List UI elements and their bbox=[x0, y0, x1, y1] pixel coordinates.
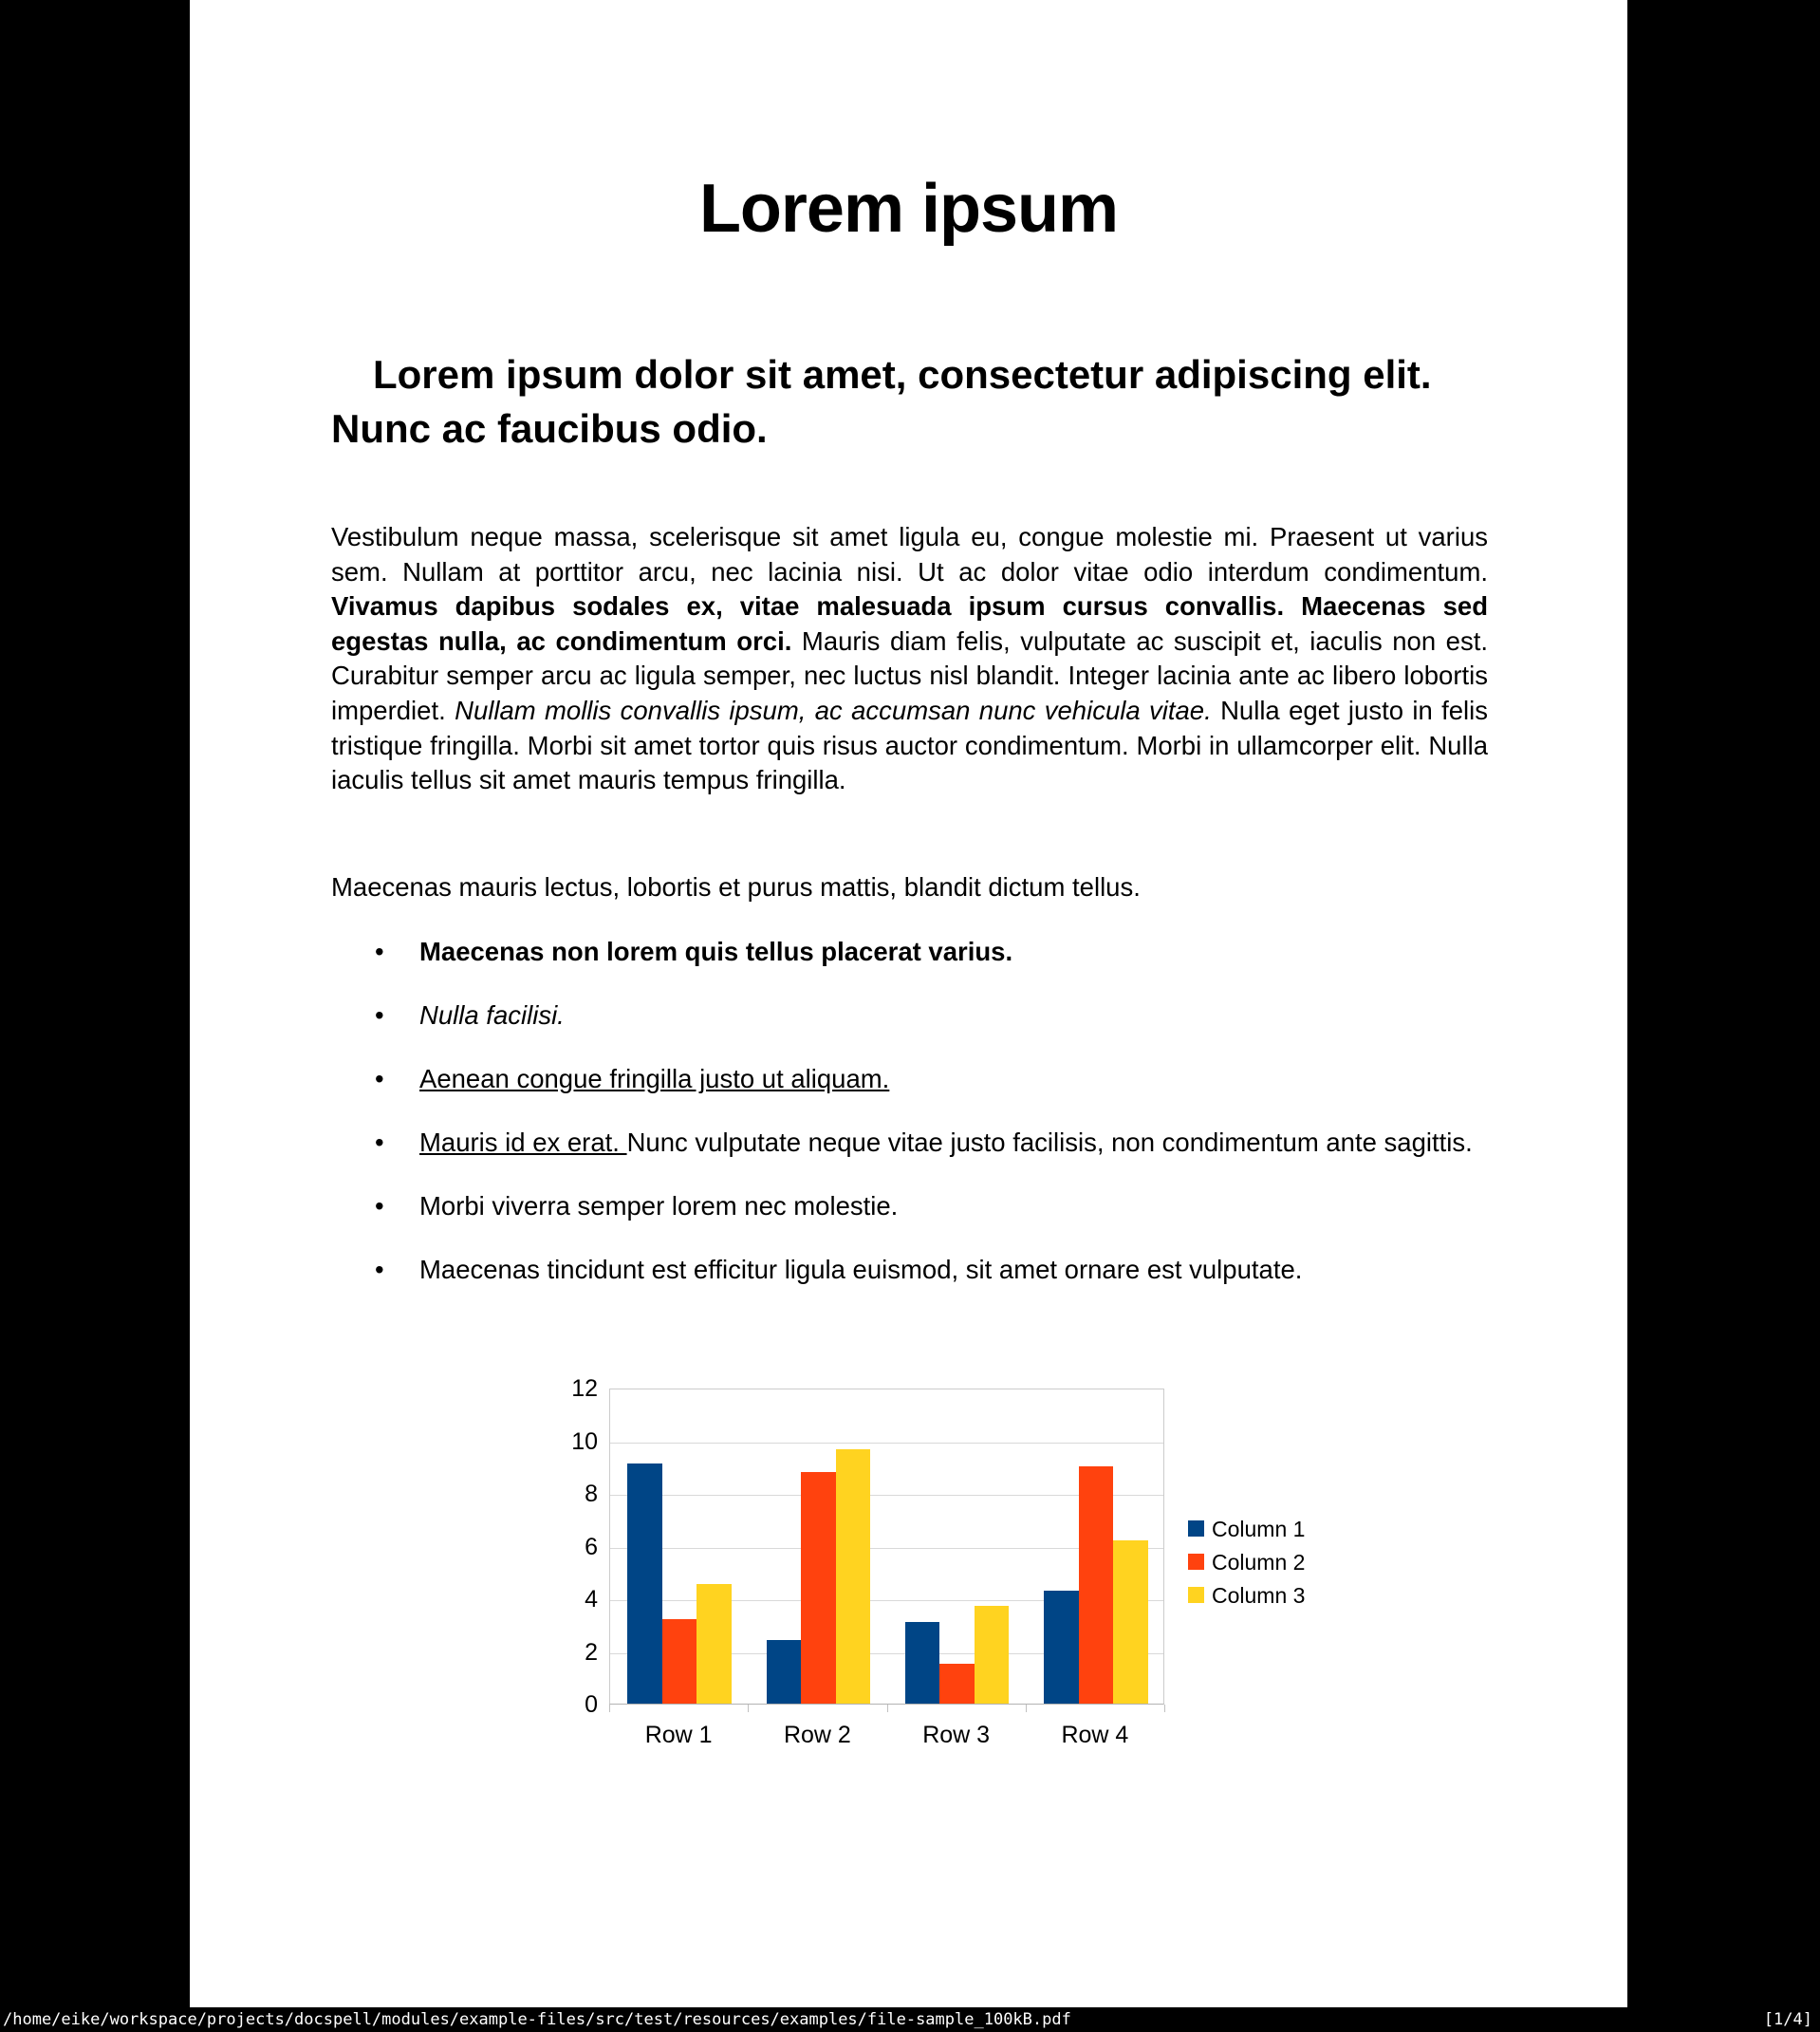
text-segment-normal: Nulla eget justo in felis tristique fringilla. Morbi sit amet tortor quis risus auctor condimentum. Morbi in ullamcorper elit. Nulla iaculis tellus sit amet mauris tempus fringilla. bbox=[331, 695, 1488, 795]
y-axis-tick-label: 6 bbox=[585, 1533, 598, 1560]
x-axis-tick bbox=[887, 1705, 888, 1712]
gridline bbox=[610, 1548, 1163, 1549]
bullet-item bbox=[331, 996, 1488, 1035]
x-axis-category-label: Row 4 bbox=[1061, 1722, 1129, 1748]
x-axis-tick bbox=[609, 1705, 610, 1712]
chart-bar-column3-row2 bbox=[836, 1449, 871, 1704]
bullet-marker-icon: • bbox=[375, 937, 384, 966]
chart-bar-column3-row1 bbox=[696, 1584, 732, 1704]
text-segment-normal: Mauris diam felis, vulputate ac suscipit et, iaculis non est. Curabitur semper arcu ac ligula semper, nec luctus nisl blandit. Integer lacinia ante ac libero lobortis imperdiet. bbox=[331, 625, 1489, 725]
bullet-marker-icon: • bbox=[375, 1000, 384, 1030]
statusbar-file-path: /home/eike/workspace/projects/docspell/modules/example-files/src/test/resources/examples/file-sample_100kB.pdf bbox=[3, 2010, 1071, 2029]
gridline bbox=[610, 1443, 1163, 1444]
x-axis-tick bbox=[1164, 1705, 1165, 1712]
document-subtitle: Lorem ipsum dolor sit amet, consectetur adipiscing elit. Nunc ac faucibus odio. bbox=[331, 352, 1432, 451]
bullet-marker-icon: • bbox=[375, 1255, 384, 1284]
text-segment-bold: Vivamus dapibus sodales ex, vitae malesuada ipsum cursus convallis. Maecenas sed egestas nulla, ac condimentum orci. bbox=[331, 591, 1488, 656]
x-axis-category-label: Row 2 bbox=[783, 1722, 851, 1748]
chart-bar-column3-row4 bbox=[1113, 1540, 1148, 1704]
gridline bbox=[610, 1600, 1163, 1601]
bullet-item bbox=[331, 932, 1488, 971]
y-axis-tick-label: 0 bbox=[585, 1691, 598, 1718]
chart-bar-column2-row1 bbox=[662, 1619, 697, 1704]
text-segment-underline: Mauris id ex erat. bbox=[419, 1128, 627, 1157]
chart-bar-column1-row1 bbox=[627, 1463, 662, 1704]
bullet-item bbox=[331, 1123, 1488, 1162]
chart-bar-column1-row4 bbox=[1044, 1591, 1079, 1704]
text-segment-normal: Maecenas tincidunt est efficitur ligula euismod, sit amet ornare est vulputate. bbox=[419, 1255, 1303, 1284]
bullet-marker-icon: • bbox=[375, 1191, 384, 1221]
bullet-item bbox=[331, 1186, 1488, 1225]
document-title: Lorem ipsum bbox=[698, 171, 1119, 247]
gridline bbox=[610, 1653, 1163, 1654]
legend-label: Column 3 bbox=[1212, 1583, 1306, 1608]
legend-swatch-icon bbox=[1188, 1587, 1204, 1603]
chart-bar-column2-row4 bbox=[1079, 1466, 1114, 1704]
y-axis-tick-label: 10 bbox=[571, 1427, 598, 1455]
intro-line: Maecenas mauris lectus, lobortis et purus mattis, blandit dictum tellus. bbox=[331, 872, 1141, 902]
body-paragraph bbox=[331, 520, 1488, 798]
y-axis-tick-label: 2 bbox=[585, 1638, 598, 1666]
bullet-list bbox=[331, 932, 1488, 1314]
legend-swatch-icon bbox=[1188, 1520, 1204, 1537]
document-page[interactable] bbox=[190, 0, 1627, 2007]
text-segment-underline: Aenean congue fringilla justo ut aliquam. bbox=[419, 1064, 890, 1093]
y-axis-tick-label: 4 bbox=[585, 1586, 598, 1613]
chart-plot-area bbox=[609, 1389, 1164, 1705]
statusbar-page-indicator: [1/4] bbox=[1763, 2010, 1812, 2029]
legend-swatch-icon bbox=[1188, 1554, 1204, 1570]
text-segment-italic: Nulla facilisi. bbox=[419, 1000, 565, 1030]
x-axis-category-label: Row 3 bbox=[922, 1722, 991, 1748]
chart-bar-column2-row2 bbox=[801, 1472, 836, 1704]
y-axis-tick-label: 8 bbox=[585, 1481, 598, 1507]
statusbar bbox=[0, 2007, 1820, 2032]
chart-bar-column1-row2 bbox=[767, 1640, 802, 1704]
chart-bar-column3-row3 bbox=[975, 1606, 1010, 1704]
gridline bbox=[610, 1495, 1163, 1496]
y-axis-tick-label: 12 bbox=[571, 1375, 598, 1402]
x-axis-category-label: Row 1 bbox=[644, 1722, 713, 1748]
chart-bar-column1-row3 bbox=[905, 1622, 940, 1704]
text-segment-normal: Nunc vulputate neque vitae justo facilisis, non condimentum ante sagittis. bbox=[626, 1128, 1473, 1157]
legend-label: Column 2 bbox=[1212, 1550, 1306, 1575]
chart-bar-column2-row3 bbox=[939, 1664, 975, 1704]
bullet-item bbox=[331, 1059, 1488, 1098]
bullet-marker-icon: • bbox=[375, 1128, 384, 1157]
text-segment-normal: Vestibulum neque massa, scelerisque sit amet ligula eu, congue molestie mi. Praesent ut varius sem. Nullam at porttitor arcu, nec lacinia nisi. Ut ac dolor vitae odio interdum condimentum. bbox=[331, 522, 1488, 587]
x-axis-tick bbox=[1026, 1705, 1027, 1712]
text-segment-italic: Nullam mollis convallis ipsum, ac accumsan nunc vehicula vitae. bbox=[455, 695, 1221, 725]
legend-label: Column 1 bbox=[1212, 1517, 1306, 1541]
x-axis-tick bbox=[748, 1705, 749, 1712]
text-segment-normal: Morbi viverra semper lorem nec molestie. bbox=[419, 1191, 899, 1221]
bullet-marker-icon: • bbox=[375, 1064, 384, 1093]
bullet-item bbox=[331, 1250, 1488, 1289]
text-segment-bold: Maecenas non lorem quis tellus placerat varius. bbox=[419, 937, 1013, 966]
